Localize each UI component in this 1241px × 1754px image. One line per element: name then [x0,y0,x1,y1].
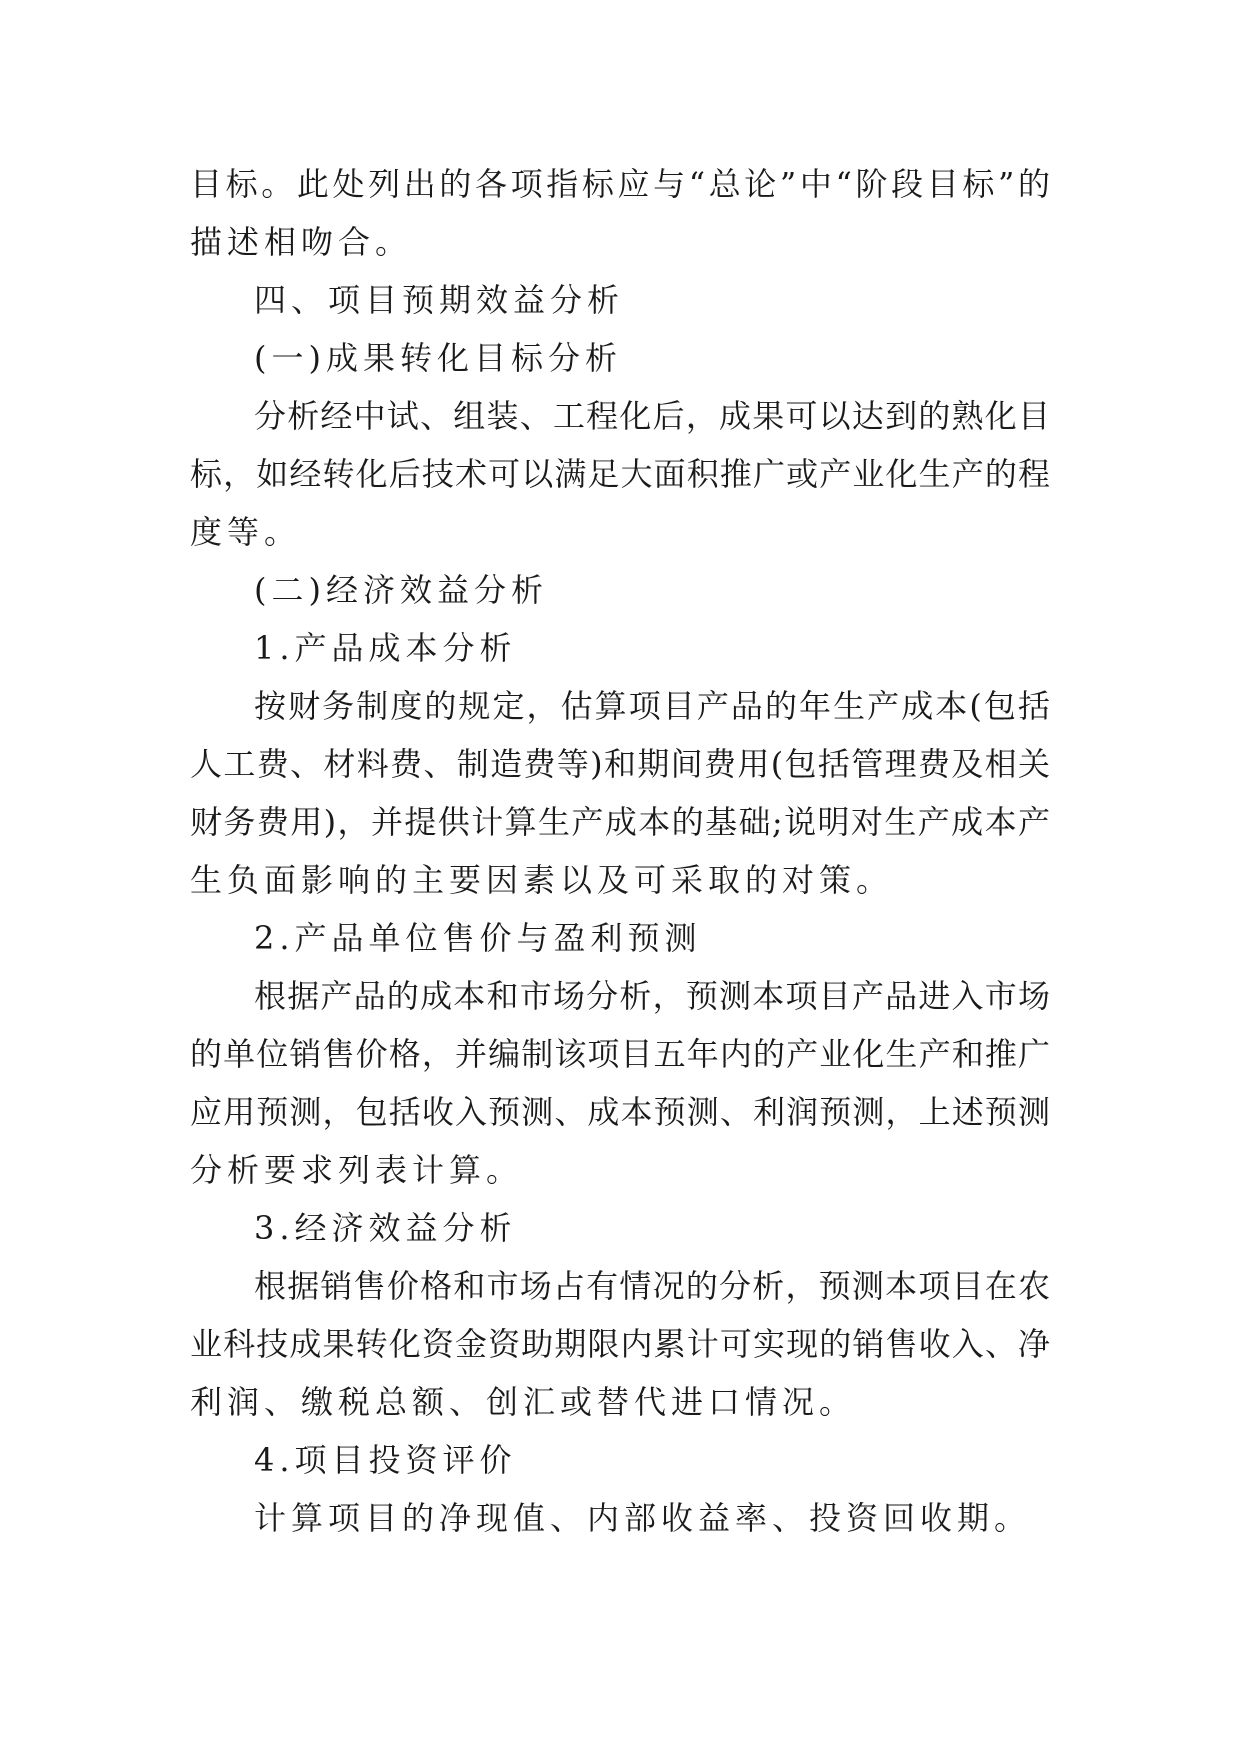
paragraph-line: 分析经中试、组装、工程化后，成果可以达到的熟化目 [254,397,1050,435]
section-heading: 四、项目预期效益分析 [254,281,625,319]
paragraph-line: 的单位销售价格，并编制该项目五年内的产业化生产和推广 [190,1035,1050,1073]
subsection-heading: (二)经济效益分析 [254,571,548,609]
paragraph-line: 应用预测，包括收入预测、成本预测、利润预测，上述预测 [190,1093,1050,1131]
paragraph-line: 目标。此处列出的各项指标应与“总论”中“阶段目标”的 [190,165,1050,203]
paragraph-line: 生负面影响的主要因素以及可采取的对策。 [190,861,894,899]
paragraph-line: 计算项目的净现值、内部收益率、投资回收期。 [254,1499,1032,1537]
paragraph-line: 根据销售价格和市场占有情况的分析，预测本项目在农 [254,1267,1050,1305]
document-body [190,155,1050,1547]
item-heading: 2.产品单位售价与盈利预测 [254,919,702,957]
item-heading: 1.产品成本分析 [254,629,517,667]
item-heading: 4.项目投资评价 [254,1441,517,1479]
subsection-heading: (一)成果转化目标分析 [254,339,622,377]
paragraph-line: 按财务制度的规定，估算项目产品的年生产成本(包括 [254,687,1050,725]
paragraph-line: 根据产品的成本和市场分析，预测本项目产品进入市场 [254,977,1050,1015]
paragraph-line: 标，如经转化后技术可以满足大面积推广或产业化生产的程 [190,455,1050,493]
paragraph-line: 分析要求列表计算。 [190,1151,524,1189]
item-heading: 3.经济效益分析 [254,1209,517,1247]
paragraph-line: 业科技成果转化资金资助期限内累计可实现的销售收入、净 [190,1325,1050,1363]
paragraph-line: 财务费用)，并提供计算生产成本的基础;说明对生产成本产 [190,803,1050,841]
paragraph-line: 利润、缴税总额、创汇或替代进口情况。 [190,1383,857,1421]
paragraph-line: 度等。 [190,513,302,551]
paragraph-line: 描述相吻合。 [190,223,413,261]
paragraph-line: 人工费、材料费、制造费等)和期间费用(包括管理费及相关 [190,745,1050,783]
